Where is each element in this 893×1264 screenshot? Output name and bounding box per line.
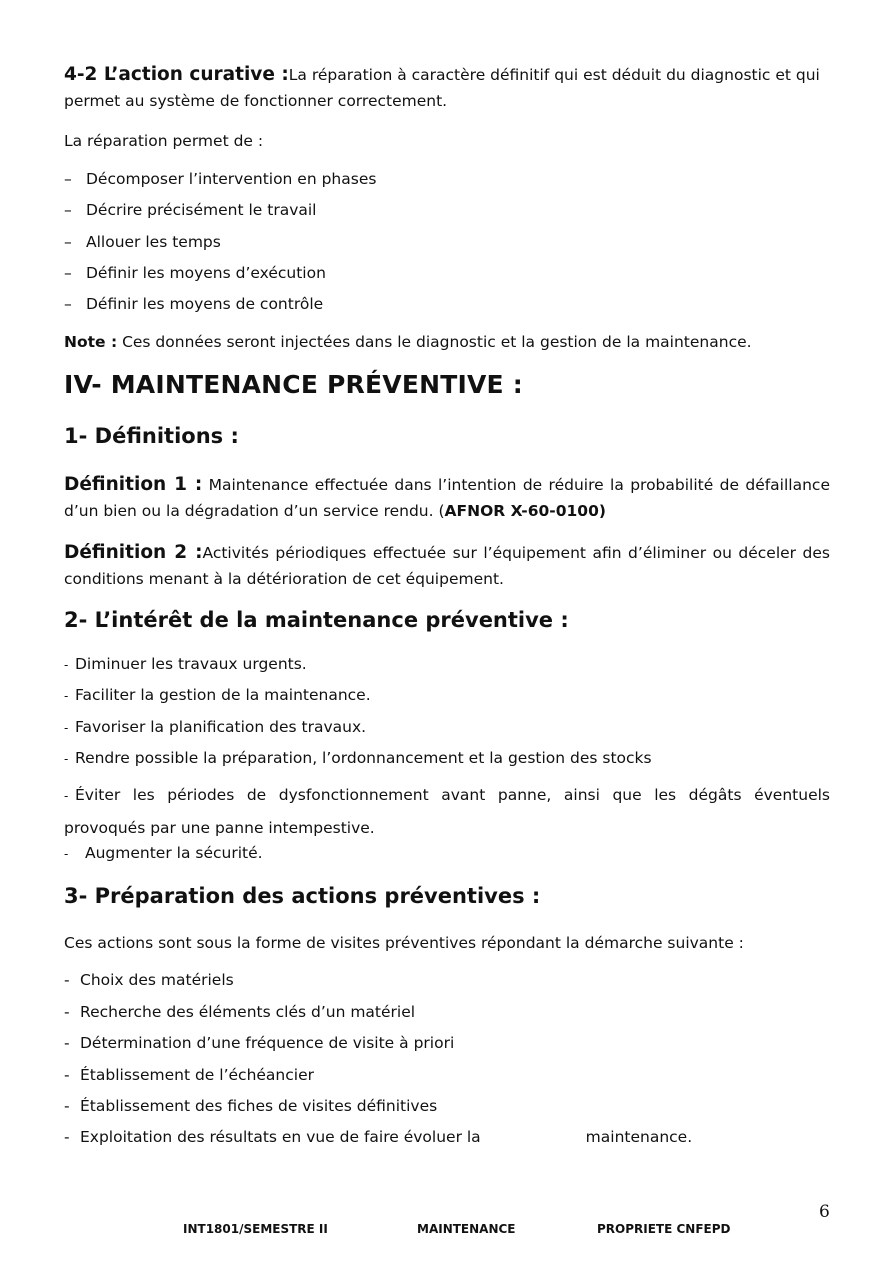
list-item: - Diminuer les travaux urgents. xyxy=(64,655,307,673)
list-item: - Exploitation des résultats en vue de faire évoluer la maintenance. xyxy=(64,1128,693,1146)
list-item: - Établissement des fiches de visites définitives xyxy=(64,1097,438,1115)
note-text: Ces données seront injectées dans le diagnostic et la gestion de la maintenance. xyxy=(117,333,752,351)
list-item: – Allouer les temps xyxy=(64,233,221,251)
footer-owner: PROPRIETE CNFEPD xyxy=(597,1222,731,1236)
footer-subject: MAINTENANCE xyxy=(417,1222,516,1236)
page-number: 6 xyxy=(819,1202,830,1222)
curative-title: 4-2 L’action curative : xyxy=(64,64,289,85)
definition-1-label: Définition 1 : xyxy=(64,474,203,495)
note-label: Note : xyxy=(64,333,118,351)
list-item: – Définir les moyens de contrôle xyxy=(64,295,324,313)
list-item: – Décomposer l’intervention en phases xyxy=(64,170,377,188)
list-item: - Détermination d’une fréquence de visite à priori xyxy=(64,1034,455,1052)
list-item: - Faciliter la gestion de la maintenance. xyxy=(64,686,371,704)
definitions-heading: 1- Définitions : xyxy=(64,424,239,448)
preparation-heading: 3- Préparation des actions préventives : xyxy=(64,884,541,908)
definition-1 xyxy=(64,472,830,524)
list-item: - Recherche des éléments clés d’un matériel xyxy=(64,1003,416,1021)
afnor-reference: AFNOR X-60-0100) xyxy=(444,502,606,520)
definition-1-text: Maintenance effectuée dans l’intention de réduire la probabilité de défaillance d’un bien ou la dégradation d’un service rendu. ( xyxy=(64,476,830,520)
list-item: - Favoriser la planification des travaux. xyxy=(64,718,367,736)
definition-2 xyxy=(64,540,830,592)
list-item: - Établissement de l’échéancier xyxy=(64,1066,314,1084)
list-item: - Éviter les périodes de dysfonctionnement avant panne, ainsi que les dégâts éventuels provoqués par une panne intempestive. xyxy=(64,786,830,837)
section-heading: IV- MAINTENANCE PRÉVENTIVE : xyxy=(64,370,523,399)
curative-paragraph xyxy=(64,62,830,114)
curative-intro: La réparation permet de : xyxy=(64,132,264,150)
definition-2-label: Définition 2 : xyxy=(64,542,203,563)
list-item: – Décrire précisément le travail xyxy=(64,201,317,219)
preparation-intro: Ces actions sont sous la forme de visites préventives répondant la démarche suivante : xyxy=(64,934,744,952)
curative-text: La réparation à caractère définitif qui est déduit du diagnostic et qui permet au système de fonctionner correctement. xyxy=(64,66,820,110)
note-paragraph xyxy=(64,329,830,355)
footer-course-code: INT1801/SEMESTRE II xyxy=(183,1222,328,1236)
interest-heading: 2- L’intérêt de la maintenance préventive : xyxy=(64,608,569,632)
list-item: – Définir les moyens d’exécution xyxy=(64,264,326,282)
definition-2-text: Activités périodiques effectuée sur l’équipement afin d’éliminer ou déceler des conditions menant à la détérioration de cet équipement. xyxy=(64,544,830,588)
list-item: - Rendre possible la préparation, l’ordonnancement et la gestion des stocks xyxy=(64,749,652,767)
list-item: - Choix des matériels xyxy=(64,971,234,989)
list-item: - Augmenter la sécurité. xyxy=(64,844,263,862)
